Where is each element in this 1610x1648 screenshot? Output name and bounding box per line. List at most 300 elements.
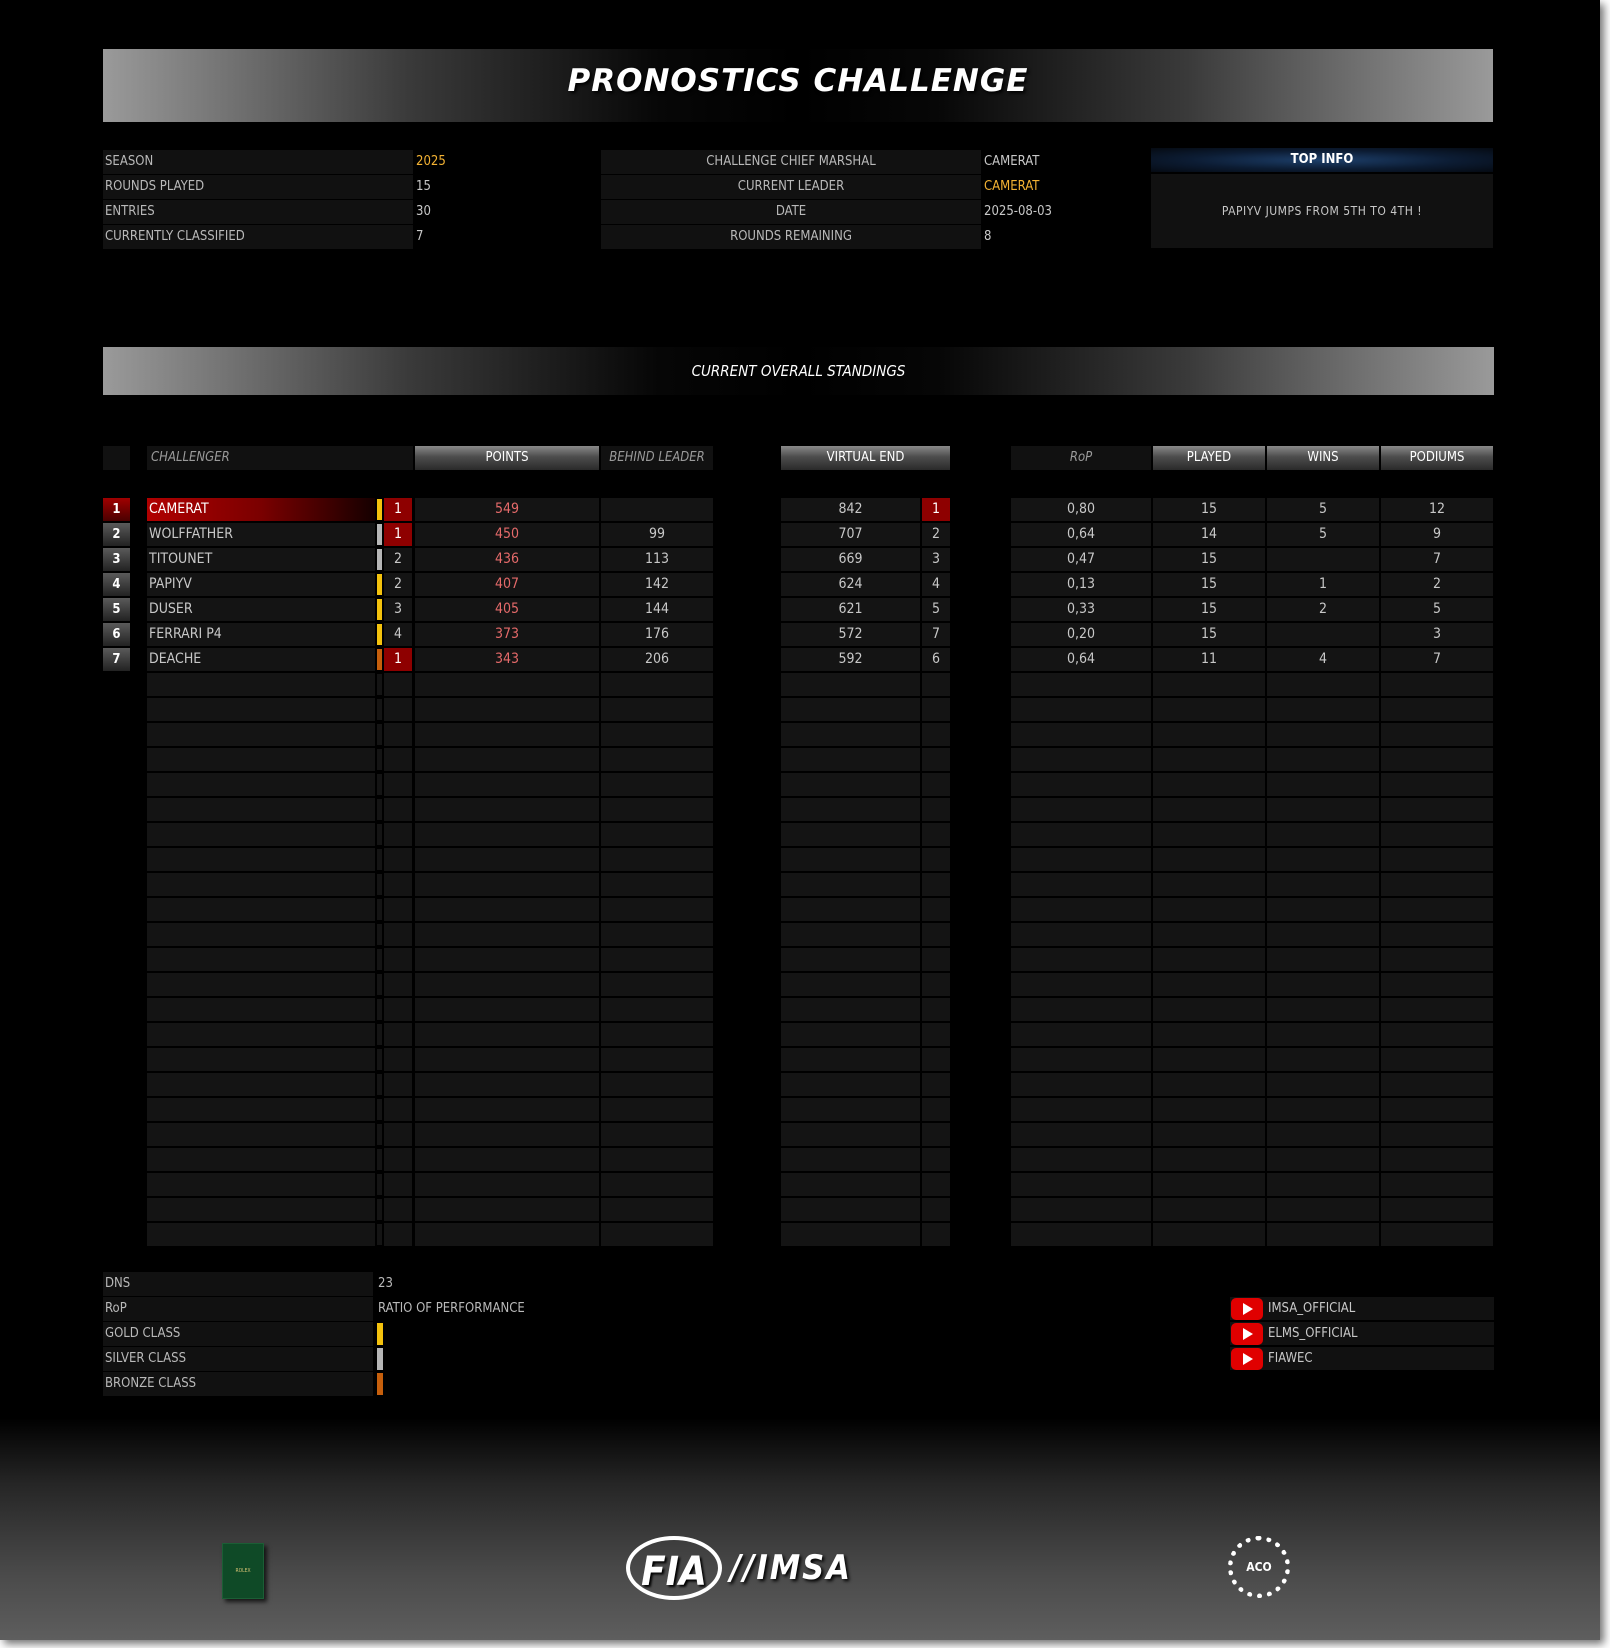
- points-value: [415, 698, 599, 721]
- virtual-end-position: 3: [922, 548, 950, 571]
- wins-value: [1267, 1173, 1379, 1196]
- points-value: [415, 1073, 599, 1096]
- challenger-name: [147, 923, 375, 946]
- challenger-name: [147, 773, 375, 796]
- wins-value: [1267, 623, 1379, 646]
- virtual-end-value: [781, 1148, 920, 1171]
- podiums-value: 2: [1381, 573, 1493, 596]
- points-value: 405: [415, 598, 599, 621]
- played-value: [1153, 998, 1265, 1021]
- rop-value: [1011, 673, 1151, 696]
- rop-value: 0,64: [1011, 648, 1151, 671]
- podiums-value: [1381, 823, 1493, 846]
- empty-table-row: [0, 998, 1600, 1021]
- behind-leader-value: [601, 1098, 713, 1121]
- wins-value: 4: [1267, 648, 1379, 671]
- class-bar: [377, 799, 382, 820]
- challenger-name: DEACHE: [147, 648, 375, 671]
- challenger-name: [147, 1048, 375, 1071]
- rop-value: [1011, 898, 1151, 921]
- channel-name[interactable]: FIAWEC: [1268, 1351, 1313, 1366]
- rop-value: 0,47: [1011, 548, 1151, 571]
- class-position: [384, 973, 412, 996]
- class-bar: [377, 699, 382, 720]
- behind-leader-value: [601, 773, 713, 796]
- podiums-value: 9: [1381, 523, 1493, 546]
- info-label: DATE: [601, 200, 981, 224]
- virtual-end-position: [922, 1173, 950, 1196]
- wins-value: [1267, 1198, 1379, 1221]
- channel-name[interactable]: ELMS_OFFICIAL: [1268, 1326, 1358, 1341]
- virtual-end-position: [922, 1148, 950, 1171]
- wins-value: [1267, 873, 1379, 896]
- virtual-end-position: [922, 873, 950, 896]
- virtual-end-position: [922, 773, 950, 796]
- behind-leader-value: 176: [601, 623, 713, 646]
- pos-header: [103, 446, 130, 470]
- class-position: [384, 723, 412, 746]
- gold-class-bar: [377, 574, 382, 595]
- gold-class-bar: [377, 499, 382, 520]
- played-value: [1153, 1048, 1265, 1071]
- empty-table-row: [0, 1023, 1600, 1046]
- class-position: [384, 1173, 412, 1196]
- podiums-value: [1381, 848, 1493, 871]
- virtual-end-position: 7: [922, 623, 950, 646]
- aco-logo: ACO: [1228, 1536, 1290, 1598]
- header-podiums[interactable]: PODIUMS: [1381, 446, 1493, 470]
- empty-table-row: [0, 1048, 1600, 1071]
- rop-value: [1011, 773, 1151, 796]
- played-value: [1153, 1148, 1265, 1171]
- header-virtual-end[interactable]: VIRTUAL END: [781, 446, 950, 470]
- virtual-end-position: [922, 698, 950, 721]
- rop-value: [1011, 1148, 1151, 1171]
- info-value: 2025-08-03: [984, 204, 1052, 219]
- standings-title: CURRENT OVERALL STANDINGS: [691, 362, 906, 380]
- rop-value: [1011, 923, 1151, 946]
- empty-table-row: [0, 848, 1600, 871]
- virtual-end-position: 2: [922, 523, 950, 546]
- played-value: [1153, 673, 1265, 696]
- points-value: [415, 748, 599, 771]
- podiums-value: 5: [1381, 598, 1493, 621]
- class-bar: [377, 849, 382, 870]
- info-label: CURRENT LEADER: [601, 175, 981, 199]
- class-position: [384, 848, 412, 871]
- challenger-name: [147, 1198, 375, 1221]
- behind-leader-value: [601, 1023, 713, 1046]
- virtual-end-position: [922, 1023, 950, 1046]
- class-position: [384, 1098, 412, 1121]
- header-rop[interactable]: RoP: [1011, 446, 1151, 470]
- played-value: 15: [1153, 623, 1265, 646]
- virtual-end-position: [922, 898, 950, 921]
- class-position: [384, 873, 412, 896]
- table-row: [0, 598, 1600, 621]
- wins-value: [1267, 1048, 1379, 1071]
- class-position: [384, 948, 412, 971]
- class-bar: [377, 874, 382, 895]
- podiums-value: [1381, 723, 1493, 746]
- played-value: 15: [1153, 573, 1265, 596]
- podiums-value: [1381, 698, 1493, 721]
- empty-table-row: [0, 1098, 1600, 1121]
- points-value: 343: [415, 648, 599, 671]
- header-points[interactable]: POINTS: [415, 446, 599, 470]
- fia-logo: FIA: [626, 1536, 722, 1600]
- empty-table-row: [0, 898, 1600, 921]
- rop-value: [1011, 748, 1151, 771]
- class-position: [384, 673, 412, 696]
- bronze-class-swatch: [377, 1373, 383, 1395]
- class-bar: [377, 924, 382, 945]
- header-challenger[interactable]: CHALLENGER: [147, 446, 413, 470]
- rop-value: [1011, 1173, 1151, 1196]
- behind-leader-value: [601, 848, 713, 871]
- title-banner: [103, 49, 1493, 122]
- wins-value: [1267, 723, 1379, 746]
- class-position: [384, 1073, 412, 1096]
- behind-leader-value: [601, 698, 713, 721]
- behind-leader-value: 99: [601, 523, 713, 546]
- info-label: ROUNDS PLAYED: [103, 175, 413, 199]
- empty-table-row: [0, 723, 1600, 746]
- points-value: [415, 823, 599, 846]
- class-position: [384, 1048, 412, 1071]
- class-position: 2: [384, 548, 412, 571]
- class-position: [384, 698, 412, 721]
- class-bar: [377, 974, 382, 995]
- points-value: [415, 873, 599, 896]
- behind-leader-value: [601, 1123, 713, 1146]
- points-value: [415, 773, 599, 796]
- class-position: [384, 798, 412, 821]
- empty-table-row: [0, 1223, 1600, 1246]
- wins-value: [1267, 948, 1379, 971]
- played-value: 15: [1153, 498, 1265, 521]
- played-value: [1153, 948, 1265, 971]
- challenger-name: [147, 1223, 375, 1246]
- empty-table-row: [0, 1148, 1600, 1171]
- class-bar: [377, 1199, 382, 1220]
- wins-value: [1267, 798, 1379, 821]
- virtual-end-value: 624: [781, 573, 920, 596]
- empty-table-row: [0, 773, 1600, 796]
- rop-value: [1011, 998, 1151, 1021]
- virtual-end-value: 592: [781, 648, 920, 671]
- rop-value: [1011, 1123, 1151, 1146]
- virtual-end-position: [922, 1048, 950, 1071]
- challenger-name: WOLFFATHER: [147, 523, 375, 546]
- virtual-end-position: [922, 723, 950, 746]
- gold-class-bar: [377, 624, 382, 645]
- virtual-end-value: 707: [781, 523, 920, 546]
- podiums-value: [1381, 948, 1493, 971]
- empty-table-row: [0, 948, 1600, 971]
- position-badge: 6: [103, 623, 130, 646]
- virtual-end-value: [781, 1023, 920, 1046]
- behind-leader-value: [601, 1223, 713, 1246]
- legend-label: RoP: [103, 1297, 373, 1321]
- virtual-end-value: [781, 723, 920, 746]
- youtube-icon[interactable]: [1231, 1348, 1263, 1370]
- behind-leader-value: [601, 973, 713, 996]
- virtual-end-value: [781, 773, 920, 796]
- virtual-end-value: [781, 1123, 920, 1146]
- class-bar: [377, 949, 382, 970]
- podiums-value: [1381, 923, 1493, 946]
- points-value: [415, 1198, 599, 1221]
- channel-name[interactable]: IMSA_OFFICIAL: [1268, 1301, 1356, 1316]
- virtual-end-position: [922, 673, 950, 696]
- wins-value: 5: [1267, 523, 1379, 546]
- legend-value: 23: [378, 1276, 393, 1291]
- points-value: [415, 1123, 599, 1146]
- points-value: [415, 923, 599, 946]
- wins-value: 1: [1267, 573, 1379, 596]
- behind-leader-value: [601, 1148, 713, 1171]
- empty-table-row: [0, 698, 1600, 721]
- virtual-end-position: [922, 1073, 950, 1096]
- class-position: [384, 923, 412, 946]
- rop-value: [1011, 723, 1151, 746]
- silver-class-swatch: [377, 1348, 383, 1370]
- class-position: [384, 1123, 412, 1146]
- played-value: [1153, 923, 1265, 946]
- legend-label: BRONZE CLASS: [103, 1372, 373, 1396]
- legend-label: GOLD CLASS: [103, 1322, 373, 1346]
- class-position: 2: [384, 573, 412, 596]
- challenger-name: [147, 998, 375, 1021]
- class-bar: [377, 774, 382, 795]
- points-value: [415, 723, 599, 746]
- header-behind-leader[interactable]: BEHIND LEADER: [601, 446, 713, 470]
- wins-value: [1267, 1073, 1379, 1096]
- points-value: [415, 898, 599, 921]
- class-bar: [377, 1074, 382, 1095]
- podiums-value: [1381, 798, 1493, 821]
- challenger-name: [147, 973, 375, 996]
- header-played[interactable]: PLAYED: [1153, 446, 1265, 470]
- podiums-value: 7: [1381, 548, 1493, 571]
- position-badge: 1: [103, 498, 130, 521]
- behind-leader-value: [601, 1173, 713, 1196]
- virtual-end-position: [922, 1198, 950, 1221]
- virtual-end-position: [922, 848, 950, 871]
- podiums-value: [1381, 1198, 1493, 1221]
- played-value: [1153, 1223, 1265, 1246]
- imsa-logo: //IMSA: [730, 1548, 852, 1588]
- played-value: [1153, 748, 1265, 771]
- class-position: [384, 773, 412, 796]
- wins-value: [1267, 673, 1379, 696]
- played-value: [1153, 773, 1265, 796]
- wins-value: [1267, 848, 1379, 871]
- standings-banner: [103, 347, 1494, 395]
- info-value: CAMERAT: [984, 179, 1040, 194]
- points-value: 407: [415, 573, 599, 596]
- table-row: [0, 648, 1600, 671]
- rolex-logo: ROLEX: [222, 1543, 264, 1599]
- rop-value: [1011, 1073, 1151, 1096]
- empty-table-row: [0, 923, 1600, 946]
- played-value: [1153, 873, 1265, 896]
- empty-table-row: [0, 1173, 1600, 1196]
- class-position: [384, 748, 412, 771]
- podiums-value: 12: [1381, 498, 1493, 521]
- behind-leader-value: 144: [601, 598, 713, 621]
- points-value: 549: [415, 498, 599, 521]
- rop-value: 0,80: [1011, 498, 1151, 521]
- points-value: [415, 848, 599, 871]
- info-label: SEASON: [103, 150, 413, 174]
- podiums-value: [1381, 898, 1493, 921]
- wins-value: [1267, 1098, 1379, 1121]
- class-position: 1: [384, 498, 412, 521]
- youtube-icon[interactable]: [1231, 1298, 1263, 1320]
- class-position: 4: [384, 623, 412, 646]
- challenger-name: [147, 748, 375, 771]
- points-value: [415, 798, 599, 821]
- points-value: [415, 1148, 599, 1171]
- challenger-name: CAMERAT: [147, 498, 375, 521]
- rop-value: [1011, 698, 1151, 721]
- rop-value: [1011, 873, 1151, 896]
- virtual-end-value: [781, 973, 920, 996]
- wins-value: [1267, 923, 1379, 946]
- podiums-value: [1381, 1023, 1493, 1046]
- virtual-end-position: [922, 823, 950, 846]
- virtual-end-value: [781, 948, 920, 971]
- virtual-end-position: 6: [922, 648, 950, 671]
- podiums-value: [1381, 998, 1493, 1021]
- rop-value: 0,33: [1011, 598, 1151, 621]
- podiums-value: [1381, 1223, 1493, 1246]
- class-position: [384, 998, 412, 1021]
- virtual-end-value: [781, 923, 920, 946]
- class-bar: [377, 899, 382, 920]
- podiums-value: [1381, 748, 1493, 771]
- silver-class-bar: [377, 549, 382, 570]
- rop-value: [1011, 1198, 1151, 1221]
- class-bar: [377, 1174, 382, 1195]
- virtual-end-value: 572: [781, 623, 920, 646]
- class-bar: [377, 1224, 382, 1245]
- virtual-end-value: [781, 1173, 920, 1196]
- virtual-end-value: 842: [781, 498, 920, 521]
- podiums-value: [1381, 1173, 1493, 1196]
- position-badge: 3: [103, 548, 130, 571]
- info-value: 8: [984, 229, 992, 244]
- podiums-value: [1381, 973, 1493, 996]
- rop-value: [1011, 1223, 1151, 1246]
- legend-value: RATIO OF PERFORMANCE: [378, 1301, 525, 1316]
- points-value: [415, 1173, 599, 1196]
- challenger-name: [147, 1073, 375, 1096]
- rop-value: [1011, 798, 1151, 821]
- virtual-end-value: [781, 873, 920, 896]
- points-value: [415, 1023, 599, 1046]
- wins-value: [1267, 1123, 1379, 1146]
- table-row: [0, 623, 1600, 646]
- behind-leader-value: [601, 748, 713, 771]
- behind-leader-value: 206: [601, 648, 713, 671]
- empty-table-row: [0, 973, 1600, 996]
- class-position: [384, 1023, 412, 1046]
- played-value: [1153, 1023, 1265, 1046]
- virtual-end-position: [922, 998, 950, 1021]
- behind-leader-value: [601, 948, 713, 971]
- played-value: 14: [1153, 523, 1265, 546]
- table-row: [0, 573, 1600, 596]
- virtual-end-position: [922, 923, 950, 946]
- challenger-name: [147, 1023, 375, 1046]
- wins-value: [1267, 1023, 1379, 1046]
- played-value: [1153, 1123, 1265, 1146]
- points-value: [415, 1048, 599, 1071]
- rop-value: [1011, 973, 1151, 996]
- empty-table-row: [0, 798, 1600, 821]
- class-position: [384, 1223, 412, 1246]
- challenger-name: [147, 823, 375, 846]
- virtual-end-position: 1: [922, 498, 950, 521]
- challenger-name: [147, 698, 375, 721]
- points-value: [415, 948, 599, 971]
- class-bar: [377, 1149, 382, 1170]
- behind-leader-value: [601, 873, 713, 896]
- rop-value: [1011, 823, 1151, 846]
- table-row: [0, 548, 1600, 571]
- wins-value: [1267, 698, 1379, 721]
- class-position: [384, 823, 412, 846]
- challenger-name: FERRARI P4: [147, 623, 375, 646]
- challenger-name: TITOUNET: [147, 548, 375, 571]
- class-position: 3: [384, 598, 412, 621]
- behind-leader-value: [601, 823, 713, 846]
- played-value: 15: [1153, 598, 1265, 621]
- class-position: [384, 1198, 412, 1221]
- youtube-icon[interactable]: [1231, 1323, 1263, 1345]
- challenger-name: [147, 1123, 375, 1146]
- challenger-name: [147, 898, 375, 921]
- virtual-end-value: [781, 673, 920, 696]
- silver-class-bar: [377, 524, 382, 545]
- virtual-end-value: [781, 1048, 920, 1071]
- challenger-name: PAPIYV: [147, 573, 375, 596]
- virtual-end-position: 5: [922, 598, 950, 621]
- wins-value: [1267, 1148, 1379, 1171]
- virtual-end-position: [922, 973, 950, 996]
- wins-value: [1267, 823, 1379, 846]
- rop-value: [1011, 1048, 1151, 1071]
- virtual-end-value: [781, 1198, 920, 1221]
- podiums-value: [1381, 673, 1493, 696]
- played-value: [1153, 1098, 1265, 1121]
- header-wins[interactable]: WINS: [1267, 446, 1379, 470]
- podiums-value: [1381, 873, 1493, 896]
- page-title: PRONOSTICS CHALLENGE: [567, 63, 1029, 99]
- behind-leader-value: [601, 723, 713, 746]
- wins-value: [1267, 998, 1379, 1021]
- empty-table-row: [0, 1198, 1600, 1221]
- wins-value: [1267, 1223, 1379, 1246]
- empty-table-row: [0, 873, 1600, 896]
- behind-leader-value: 142: [601, 573, 713, 596]
- empty-table-row: [0, 823, 1600, 846]
- played-value: 15: [1153, 548, 1265, 571]
- virtual-end-value: [781, 898, 920, 921]
